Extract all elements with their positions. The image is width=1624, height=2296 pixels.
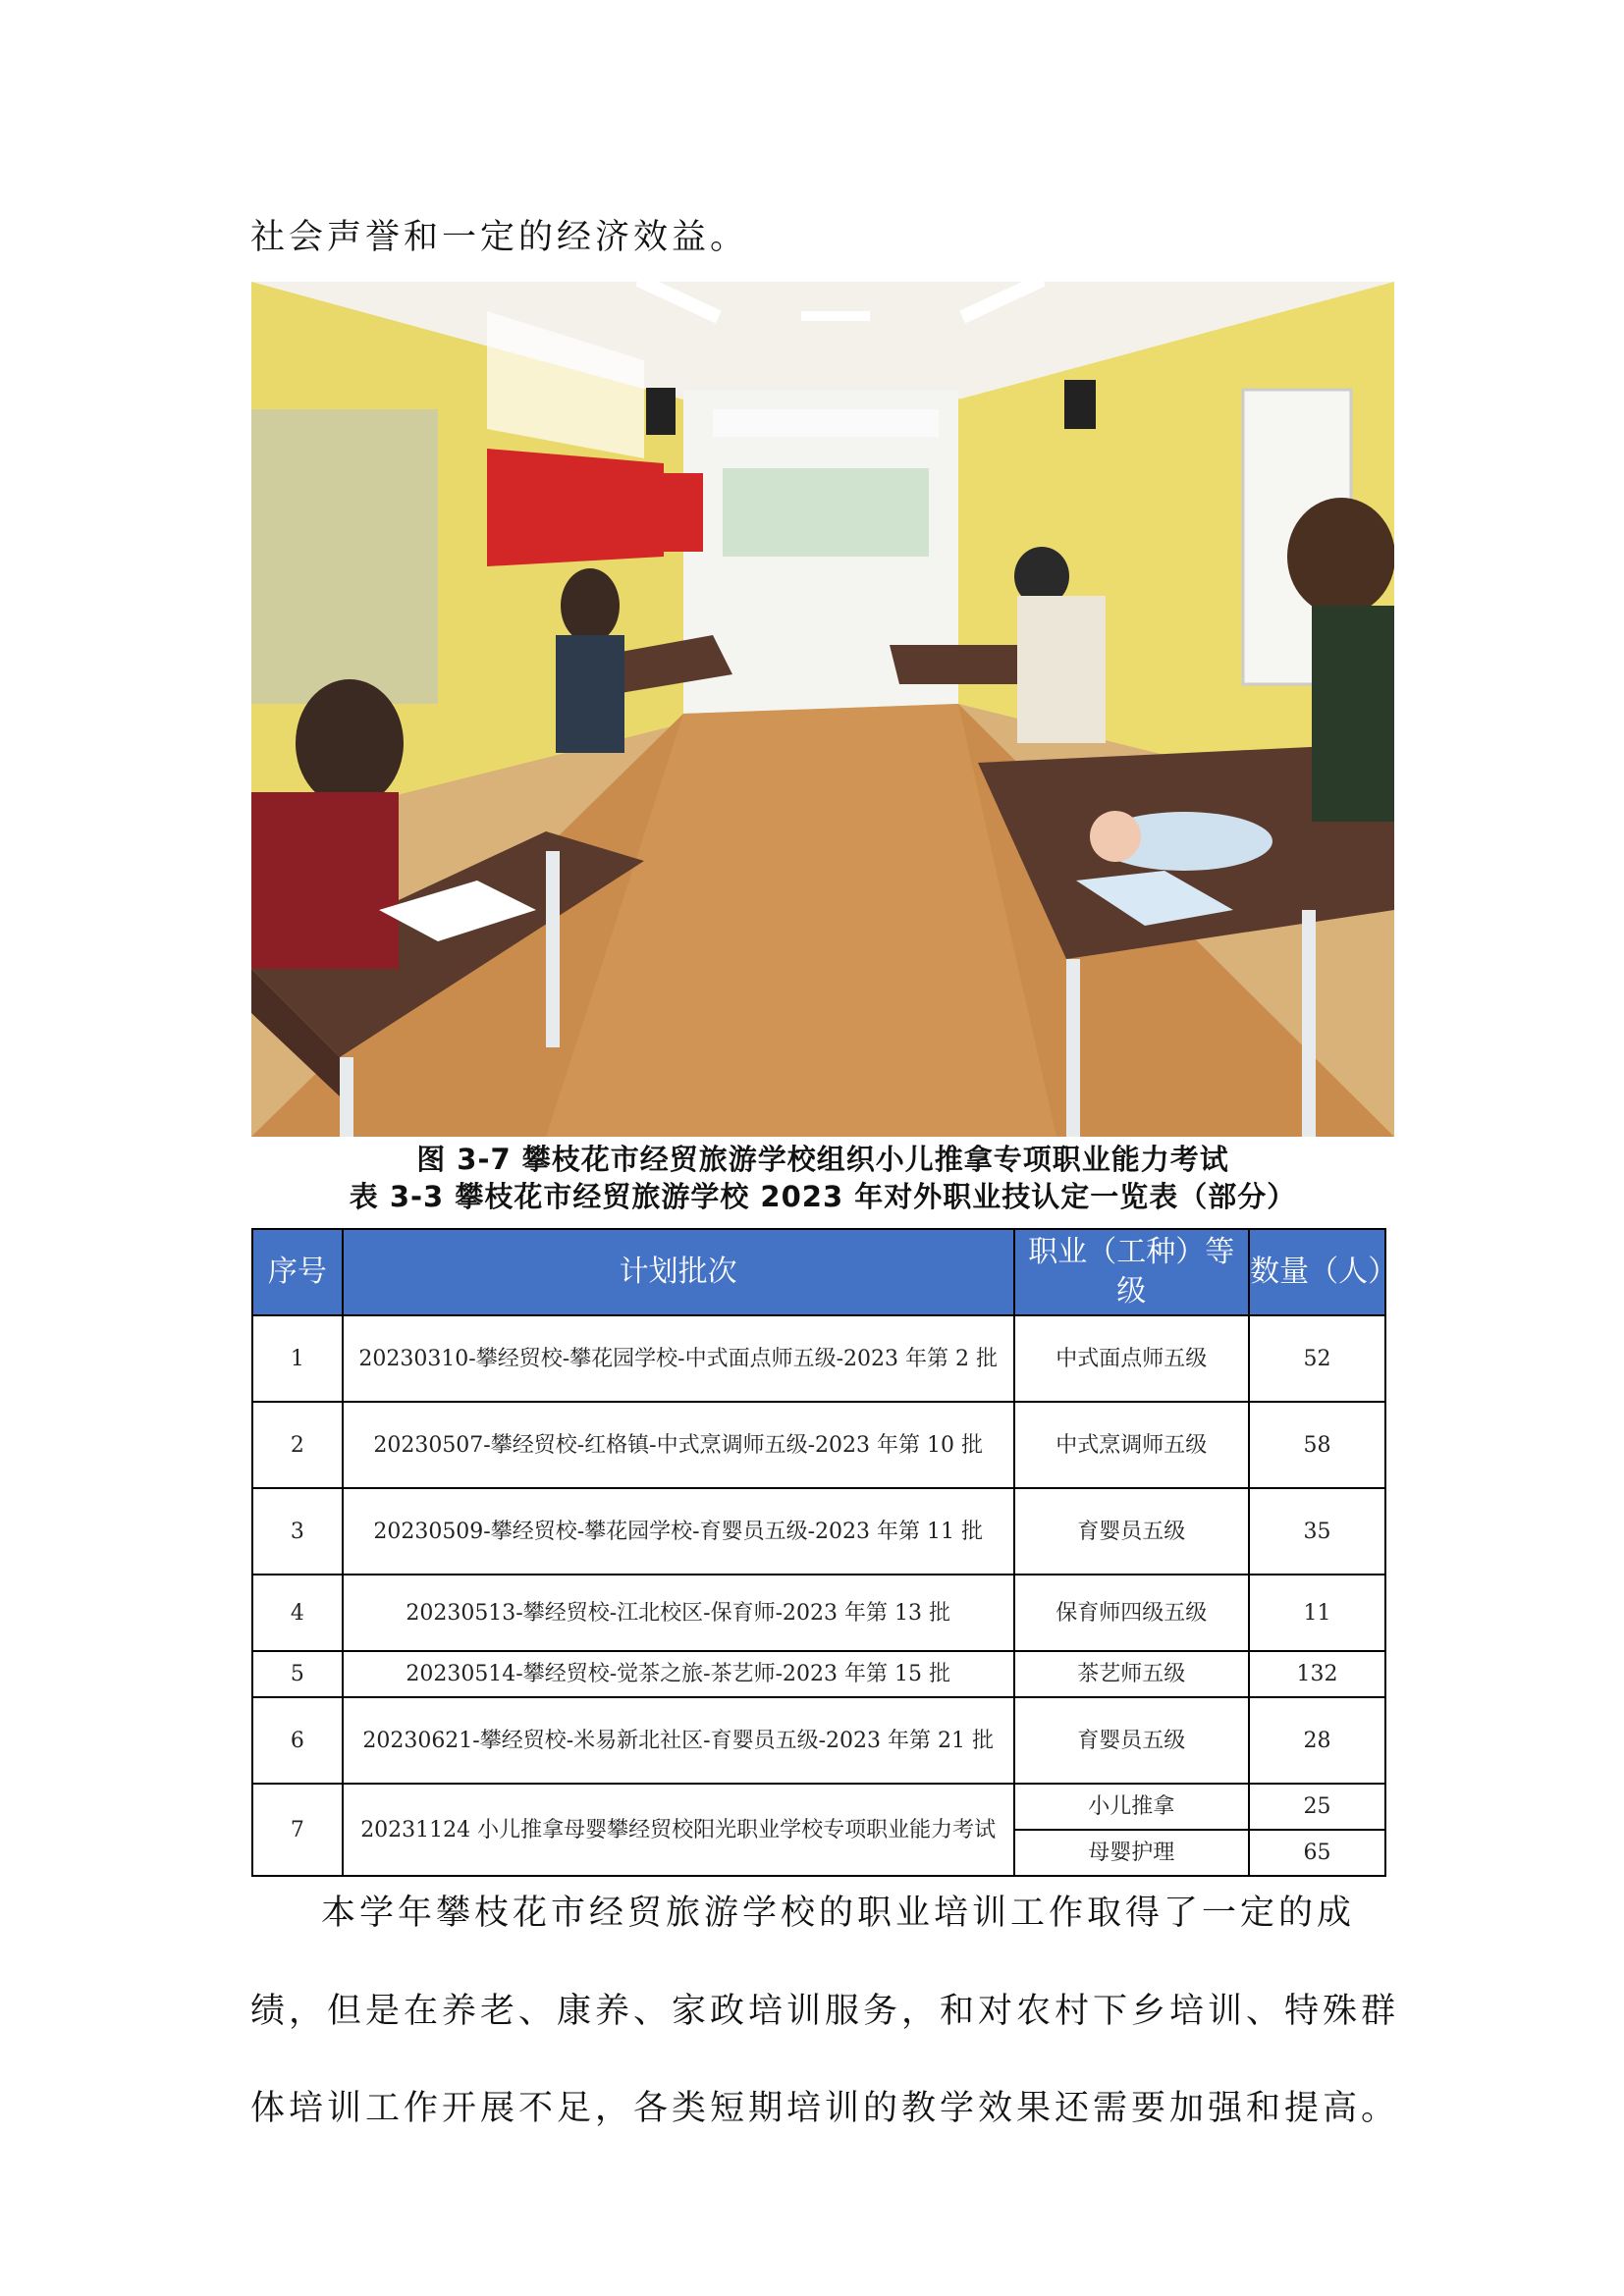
cell-batch: 20230310-攀经贸校-攀花园学校-中式面点师五级-2023 年第 2 批 xyxy=(343,1315,1014,1402)
cell-count: 132 xyxy=(1249,1651,1385,1697)
table-row xyxy=(252,1488,1385,1575)
cell-count: 58 xyxy=(1249,1402,1385,1488)
cell-count: 52 xyxy=(1249,1315,1385,1402)
cell-level: 茶艺师五级 xyxy=(1014,1651,1250,1697)
certification-table xyxy=(251,1228,1398,1877)
cell-level: 育婴员五级 xyxy=(1014,1488,1250,1575)
cell-batch: 20230509-攀经贸校-攀花园学校-育婴员五级-2023 年第 11 批 xyxy=(343,1488,1014,1575)
paragraph-bottom-line: 绩，但是在养老、康养、家政培训服务，和对农村下乡培训、特殊群 xyxy=(250,1992,1400,2031)
cell-batch: 20230507-攀经贸校-红格镇-中式烹调师五级-2023 年第 10 批 xyxy=(343,1402,1014,1488)
paragraph-bottom-line: 本学年攀枝花市经贸旅游学校的职业培训工作取得了一定的成 xyxy=(321,1894,1356,1933)
cell-batch: 20231124 小儿推拿母婴攀经贸校阳光职业学校专项职业能力考试 xyxy=(343,1784,1014,1876)
paragraph-bottom-line: 体培训工作开展不足，各类短期培训的教学效果还需要加强和提高。 xyxy=(250,2089,1400,2128)
exam-photo xyxy=(251,282,1394,1137)
header-batch: 计划批次 xyxy=(343,1229,1014,1315)
table-row xyxy=(252,1575,1385,1651)
cell-no: 2 xyxy=(252,1402,343,1488)
table-row xyxy=(252,1697,1385,1784)
cell-batch: 20230513-攀经贸校-江北校区-保育师-2023 年第 13 批 xyxy=(343,1575,1014,1651)
header-count: 数量（人） xyxy=(1249,1229,1385,1315)
cell-no: 6 xyxy=(252,1697,343,1784)
cell-level: 母婴护理 xyxy=(1014,1830,1250,1876)
cell-level: 育婴员五级 xyxy=(1014,1697,1250,1784)
header-level: 职业（工种）等级 xyxy=(1014,1229,1250,1315)
cell-count: 28 xyxy=(1249,1697,1385,1784)
table-row xyxy=(252,1651,1385,1697)
paragraph-top: 社会声誉和一定的经济效益。 xyxy=(250,218,749,257)
cell-level: 中式面点师五级 xyxy=(1014,1315,1250,1402)
cell-batch: 20230514-攀经贸校-觉茶之旅-茶艺师-2023 年第 15 批 xyxy=(343,1651,1014,1697)
cell-count: 25 xyxy=(1249,1784,1385,1830)
cell-count: 11 xyxy=(1249,1575,1385,1651)
cell-level: 中式烹调师五级 xyxy=(1014,1402,1250,1488)
cell-count: 35 xyxy=(1249,1488,1385,1575)
cell-no: 3 xyxy=(252,1488,343,1575)
exam-photo-illustration xyxy=(251,282,1394,1137)
cell-batch: 20230621-攀经贸校-米易新北社区-育婴员五级-2023 年第 21 批 xyxy=(343,1697,1014,1784)
table-row xyxy=(252,1315,1385,1402)
cell-level: 保育师四级五级 xyxy=(1014,1575,1250,1651)
cell-count: 65 xyxy=(1249,1830,1385,1876)
cell-no: 1 xyxy=(252,1315,343,1402)
table-row xyxy=(252,1784,1385,1830)
header-no: 序号 xyxy=(252,1229,343,1315)
cell-no: 4 xyxy=(252,1575,343,1651)
cell-no: 5 xyxy=(252,1651,343,1697)
cell-level: 小儿推拿 xyxy=(1014,1784,1250,1830)
cell-no: 7 xyxy=(252,1784,343,1876)
table-caption: 表 3-3 攀枝花市经贸旅游学校 2023 年对外职业技认定一览表（部分） xyxy=(349,1180,1297,1213)
table-header-row xyxy=(252,1229,1385,1315)
table-row xyxy=(252,1402,1385,1488)
figure-caption: 图 3-7 攀枝花市经贸旅游学校组织小儿推拿专项职业能力考试 xyxy=(416,1143,1229,1176)
